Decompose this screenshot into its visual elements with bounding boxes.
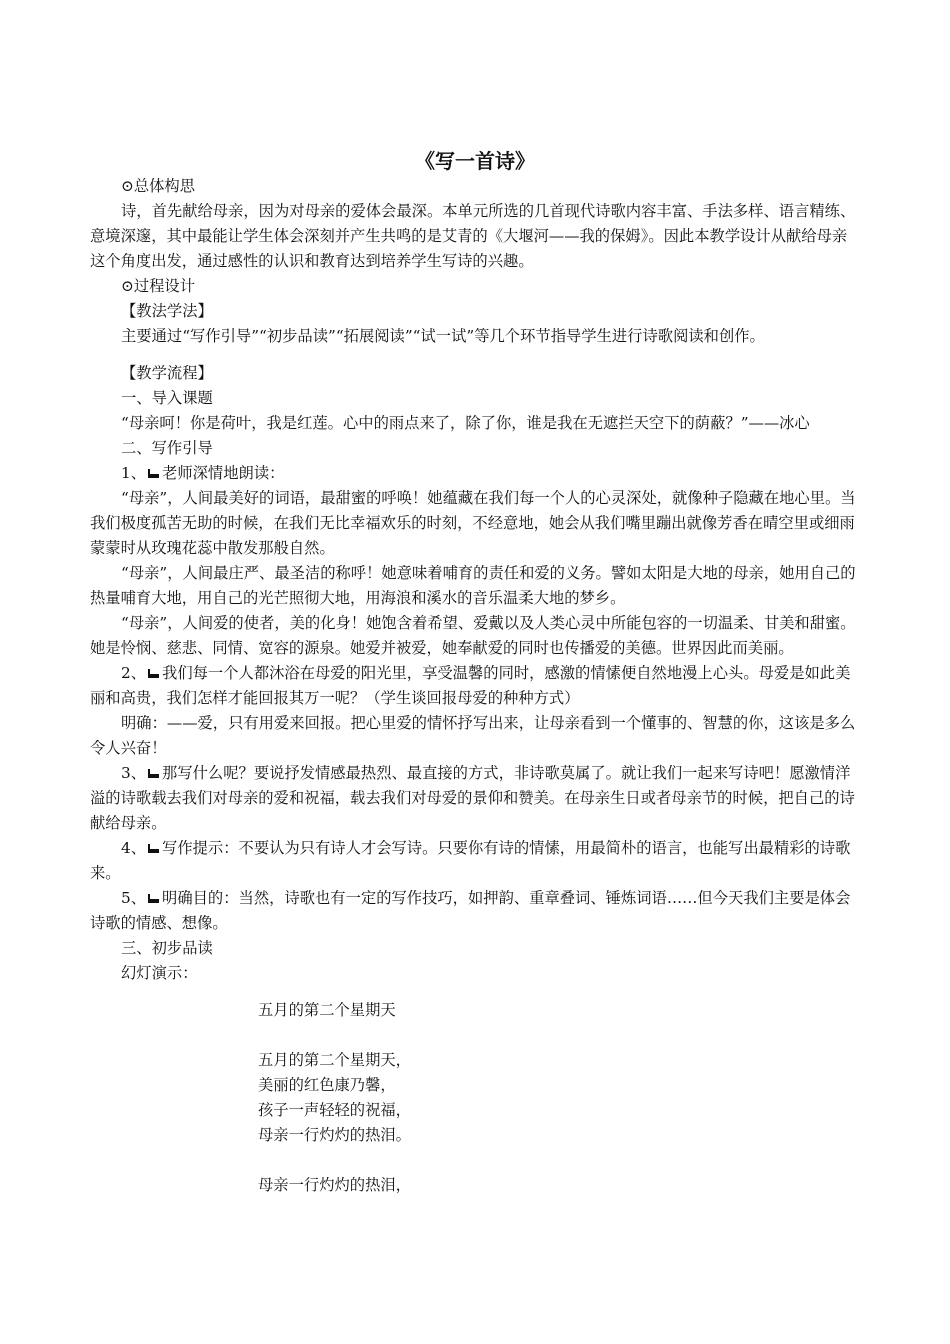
list-item-text: 老师深情地朗读： [162,464,285,482]
paragraph-overall: 诗，首先献给母亲，因为对母亲的爱体会最深。本单元所选的几首现代诗歌内容丰富、手法多样、语言精练、意境深邃，其中最能让学生体会深刻并产生共鸣的是艾青的《大堰河——我的保姆》。因此本教学设计从献给母亲这个角度出发，通过感性的认识和教育达到培养学生写诗的兴趣。 [90,202,856,270]
bullet-mark-icon [148,669,159,678]
list-item-4 [90,836,862,886]
list-item-1 [90,461,862,486]
slide-label: 幻灯演示： [121,964,198,982]
list-number: 2、 [121,664,147,682]
list-number: 5、 [121,889,147,907]
bullet-mark-icon [148,894,159,903]
poem-line: 母亲一行灼灼的热泪。 [258,1126,411,1144]
list-item-text: 我们每一个人都沐浴在母爱的阳光里，享受温馨的同时，感激的情愫便自然地漫上心头。母爱是如此美丽和高贵，我们怎样才能回报其万一呢？（学生谈回报母爱的种种方式） [90,664,851,707]
poem-line: 孩子一声轻轻的祝福， [258,1101,411,1119]
bullet-mark-icon [148,844,159,853]
bullet-mark-icon [148,769,159,778]
reading-paragraph-3: “母亲”，人间爱的使者，美的化身！她饱含着希望、爱戴以及人类心灵中所能包容的一切温柔、甘美和甜蜜。她是怜悯、慈悲、同情、宽容的源泉。她爱并被爱，她奉献爱的同时也传播爱的美德。世界因此而美丽。 [90,614,856,657]
list-item-2 [90,661,862,711]
list-number: 1、 [121,464,147,482]
poem-title: 五月的第二个星期天 [258,1001,396,1019]
poem-line: 美丽的红色康乃馨， [258,1076,396,1094]
list-item-text: 明确目的：当然，诗歌也有一定的写作技巧，如押韵、重章叠词、锤炼词语……但今天我们主要是体会诗歌的情感、想像。 [90,889,851,932]
section-heading-overall: ⊙总体构思 [121,177,196,195]
paragraph-method: 主要通过“写作引导”“初步品读”“拓展阅读”“试一试”等几个环节指导学生进行诗歌阅读和创作。 [121,327,765,345]
poem-line: 母亲一行灼灼的热泪， [258,1176,411,1194]
reading-paragraph-1: “母亲”，人间最美好的词语，最甜蜜的呼唤！她蕴藏在我们每一个人的心灵深处，就像种子隐藏在地心里。当我们极度孤苦无助的时候，在我们无比幸福欢乐的时刻，不经意地，她会从我们嘴里蹦出就像芳香在晴空里或细雨蒙蒙时从玫瑰花蕊中散发那般自然。 [90,489,856,557]
step-heading-writing-guide: 二、写作引导 [121,439,213,457]
reading-paragraph-2: “母亲”，人间最庄严、最圣洁的称呼！她意味着哺育的责任和爱的义务。譬如太阳是大地的母亲，她用自己的热量哺育大地，用自己的光芒照彻大地，用海浪和溪水的音乐温柔大地的梦乡。 [90,564,856,607]
section-heading-process: ⊙过程设计 [121,277,196,295]
step-heading-first-reading: 三、初步品读 [121,939,213,957]
list-item-text: 写作提示：不要认为只有诗人才会写诗。只要你有诗的情愫，用最简朴的语言，也能写出最精彩的诗歌来。 [90,839,851,882]
document-title: 《写一首诗》 [415,149,535,173]
clarify-paragraph: 明确：——爱，只有用爱来回报。把心里爱的情怀抒写出来，让母亲看到一个懂事的、智慧的你，这该是多么令人兴奋！ [90,714,856,757]
intro-quote: “母亲呵！你是荷叶，我是红莲。心中的雨点来了，除了你，谁是我在无遮拦天空下的荫蔽？”——冰心 [121,414,810,432]
subheading-flow: 【教学流程】 [121,364,213,382]
list-number: 4、 [121,839,147,857]
poem-line: 五月的第二个星期天， [258,1051,411,1069]
list-item-text: 那写什么呢？要说抒发情感最热烈、最直接的方式，非诗歌莫属了。就让我们一起来写诗吧！愿激情洋溢的诗歌载去我们对母亲的爱和祝福，载去我们对母爱的景仰和赞美。在母亲生日或者母亲节的时候，把自己的诗献给母亲。 [90,764,855,832]
document-body [90,174,862,1198]
list-number: 3、 [121,764,147,782]
list-item-3 [90,761,862,836]
subheading-method: 【教法学法】 [121,302,213,320]
list-item-5 [90,886,862,936]
step-heading-intro: 一、导入课题 [121,389,213,407]
bullet-mark-icon [148,469,159,478]
